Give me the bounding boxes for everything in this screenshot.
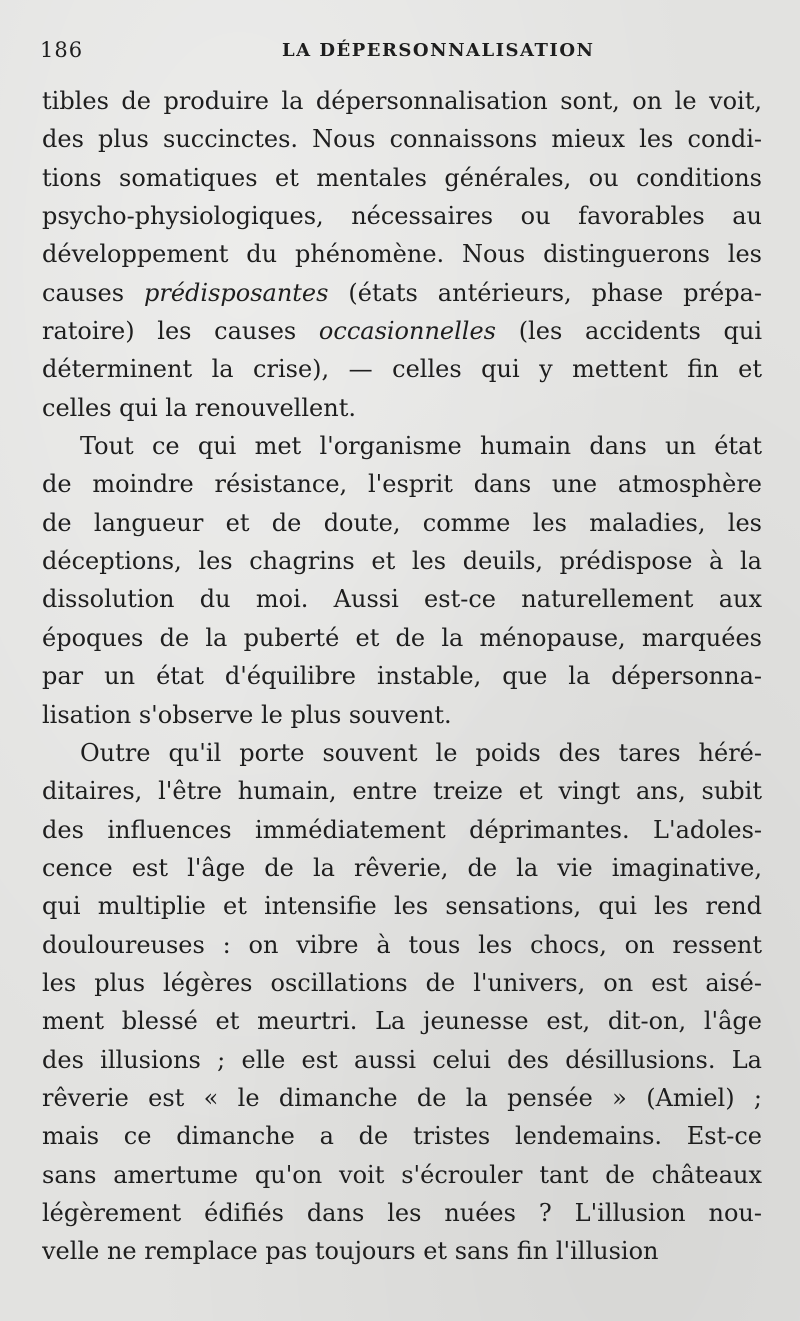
text-segment: (les accidents qui: [496, 317, 762, 346]
text-segment: de langueur et de doute, comme les maladies, les: [42, 508, 762, 537]
text-segment: tibles de produire la dépersonnalisation sont, on le voit,: [42, 87, 762, 115]
text-line: [42, 811, 762, 849]
text-segment: qui multiplie et intensifie les sensations, qui les rend: [42, 892, 762, 921]
italic-term: occasionnelles: [318, 317, 496, 346]
text-line: [42, 696, 762, 734]
text-segment: tions somatiques et mentales générales, ou conditions: [42, 163, 762, 192]
text-line: [42, 964, 762, 1002]
page-header: [40, 38, 760, 68]
text-line: [42, 1041, 762, 1079]
paragraph: [42, 82, 762, 427]
text-segment: des plus succinctes. Nous connaissons mieux les condi-: [42, 125, 762, 154]
text-line: [42, 504, 762, 542]
text-line: [42, 772, 762, 810]
text-segment: cence est l'âge de la rêverie, de la vie imaginative,: [42, 853, 762, 882]
text-segment: (états antérieurs, phase prépa-: [328, 278, 762, 307]
text-line: [42, 1002, 762, 1040]
running-title: LA DÉPERSONNALISATION: [282, 40, 595, 61]
text-line: [42, 350, 762, 388]
text-line: [42, 312, 762, 350]
text-segment: velle ne remplace pas toujours et sans fin l'illusion: [42, 1237, 659, 1266]
text-segment: ditaires, l'être humain, entre treize et vingt ans, subit: [42, 777, 762, 806]
text-line: [42, 849, 762, 887]
page-number: 186: [40, 38, 84, 62]
text-segment: lisation s'observe le plus souvent.: [42, 700, 452, 729]
text-line: [42, 1117, 762, 1155]
text-segment: psycho-physiologiques, nécessaires ou favorables au: [42, 202, 762, 231]
text-segment: par un état d'équilibre instable, que la dépersonna-: [42, 662, 762, 691]
text-segment: de moindre résistance, l'esprit dans une atmosphère: [42, 470, 762, 499]
text-segment: causes: [42, 278, 144, 307]
paragraph: [42, 734, 762, 1271]
text-segment: déceptions, les chagrins et les deuils, prédispose à la: [42, 547, 762, 576]
text-segment: ratoire) les causes: [42, 317, 319, 346]
text-line: [42, 120, 762, 158]
text-line: [42, 197, 762, 235]
text-segment: légèrement édifiés dans les nuées ? L'illusion nou-: [42, 1198, 762, 1227]
text-line: [42, 465, 762, 503]
text-line: [42, 580, 762, 618]
italic-term: prédisposantes: [143, 278, 329, 307]
text-line: [42, 1194, 762, 1232]
text-line: [42, 619, 762, 657]
body-text: [42, 82, 762, 1271]
text-segment: rêverie est « le dimanche de la pensée » (Amiel) ;: [42, 1083, 762, 1112]
text-segment: ment blessé et meurtri. La jeunesse est, dit-on, l'âge: [42, 1007, 762, 1036]
text-segment: déterminent la crise), — celles qui y mettent fin et: [42, 355, 762, 384]
text-segment: les plus légères oscillations de l'univers, on est aisé-: [42, 968, 762, 997]
text-line: [42, 235, 762, 273]
text-segment: développement du phénomène. Nous distinguerons les: [42, 240, 762, 269]
text-line: [42, 427, 762, 465]
text-segment: celles qui la renouvellent.: [42, 393, 356, 422]
text-line: [42, 389, 762, 427]
text-line: [42, 542, 762, 580]
text-segment: mais ce dimanche a de tristes lendemains. Est-ce: [42, 1122, 762, 1151]
text-segment: douloureuses : on vibre à tous les chocs, on ressent: [42, 930, 762, 959]
text-line: [42, 82, 762, 120]
text-segment: sans amertume qu'on voit s'écrouler tant de châteaux: [42, 1160, 762, 1189]
text-segment: époques de la puberté et de la ménopause, marquées: [42, 623, 762, 652]
text-line: [42, 887, 762, 925]
text-line: [42, 159, 762, 197]
text-line: [42, 1079, 762, 1117]
text-line: [42, 1232, 762, 1270]
text-segment: des influences immédiatement déprimantes. L'adoles-: [42, 815, 762, 844]
paragraph: [42, 427, 762, 734]
text-line: [42, 734, 762, 772]
text-segment: Tout ce qui met l'organisme humain dans un état: [80, 432, 762, 461]
text-line: [42, 274, 762, 312]
text-line: [42, 657, 762, 695]
text-segment: Outre qu'il porte souvent le poids des tares héré-: [80, 738, 762, 767]
text-segment: des illusions ; elle est aussi celui des désillusions. La: [42, 1045, 762, 1074]
text-line: [42, 926, 762, 964]
text-line: [42, 1156, 762, 1194]
text-segment: dissolution du moi. Aussi est-ce naturellement aux: [42, 585, 762, 614]
